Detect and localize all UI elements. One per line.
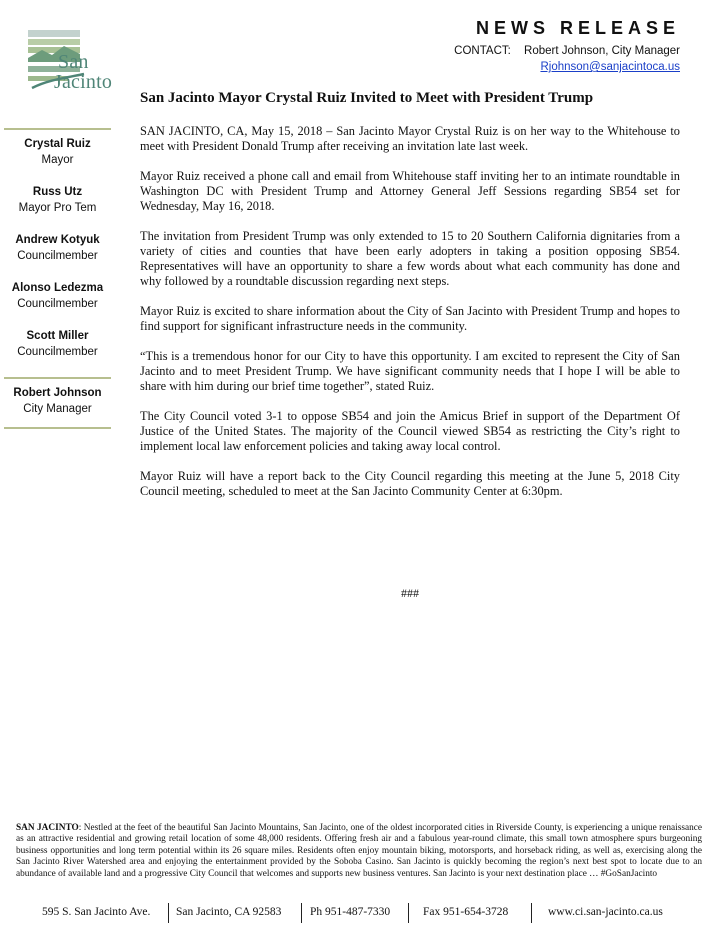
about-city-boilerplate — [16, 823, 702, 880]
footer-website[interactable]: www.ci.san-jacinto.ca.us — [548, 906, 663, 918]
official-name: Alonso Ledezma — [11, 282, 104, 294]
contact-name: Robert Johnson, City Manager — [524, 45, 680, 57]
contact-label: CONTACT: — [454, 45, 511, 57]
official-city-manager — [4, 385, 111, 417]
logo-line-2: Jacinto — [54, 71, 113, 93]
official-councilmember — [4, 328, 111, 360]
official-title: Councilmember — [17, 250, 98, 262]
official-councilmember — [4, 280, 111, 312]
body-paragraph: The City Council voted 3-1 to oppose SB54 and join the Amicus Brief in support of the Department Of Justice of the United States. The majority of the Council viewed SB54 as restricting the City’s right to implement local law enforcement policies and taking away local control. — [140, 409, 680, 453]
footer-city: San Jacinto, CA 92583 — [176, 906, 282, 918]
body-paragraph: Mayor Ruiz will have a report back to the City Council regarding this meeting at the June 5, 2018 City Council meeting, scheduled to meet at the San Jacinto Community Center at 6:30pm. — [140, 469, 680, 498]
contact-line — [454, 45, 680, 57]
sidebar-divider-middle — [4, 377, 111, 379]
footer-address: 595 S. San Jacinto Ave. — [42, 906, 151, 918]
logo-line-1: San — [58, 51, 89, 73]
release-label: NEWS RELEASE — [475, 18, 680, 38]
body-paragraph: “This is a tremendous honor for our City to have this opportunity. I am excited to represent the City of San Jacinto and to meet President Trump. We have significant community needs that I hope I will be able to share with him during our brief time together”, stated Ruiz. — [140, 349, 680, 393]
footer-separator — [168, 903, 169, 923]
official-title: Councilmember — [17, 298, 98, 310]
official-title: City Manager — [23, 403, 92, 415]
footer-fax: Fax 951-654-3728 — [423, 906, 509, 918]
body-paragraph: The invitation from President Trump was only extended to 15 to 20 Southern California dignitaries from a variety of cities and counties that have been early adopters in taking a position opposing SB54. Representatives will have an opportunity to share a few words about what each community has done and why followed by a roundtable discussion regarding next steps. — [140, 229, 680, 288]
official-name: Scott Miller — [26, 330, 89, 342]
sidebar-divider-top — [4, 128, 111, 130]
footer-separator — [301, 903, 302, 923]
official-title: Mayor — [41, 154, 74, 166]
headline: San Jacinto Mayor Crystal Ruiz Invited to Meet with President Trump — [140, 90, 594, 106]
official-name: Robert Johnson — [13, 387, 102, 399]
official-councilmember — [4, 232, 111, 264]
body-paragraph: Mayor Ruiz is excited to share information about the City of San Jacinto with President Trump and hopes to find support for significant infrastructure needs in the community. — [140, 304, 680, 333]
official-mayor — [4, 136, 111, 168]
boilerplate-text: : Nestled at the feet of the beautiful San Jacinto Mountains, San Jacinto, one of the oldest incorporated cities in Riverside County, is experiencing a unique renaissance as an attractive residential and growing retail location of some 48,000 residents. Offering fresh air and a fabulous year-round climate, this small town atmosphere spurs burgeoning business opportunities and long term potential within its 26 square miles. Residents often enjoy mountain biking, motorsports, and horseback riding, as well as, exercising along the San Jacinto River Watershed area and enjoying the entertainment provided by the Soboba Casino. San Jacinto is quickly becoming the region’s next best spot to locate due to an abundance of available land and a progressive City Council that welcomes and supports new business ventures. San Jacinto is your next destination place … #GoSanJacinto — [16, 823, 702, 879]
boilerplate-lead: SAN JACINTO — [16, 823, 79, 833]
sidebar-divider-bottom — [4, 427, 111, 429]
official-name: Russ Utz — [32, 186, 83, 198]
official-title: Mayor Pro Tem — [18, 202, 97, 214]
official-mayor-pro-tem — [4, 184, 111, 216]
release-header — [454, 18, 680, 75]
footer-phone: Ph 951-487-7330 — [310, 906, 391, 918]
footer-separator — [408, 903, 409, 923]
official-title: Councilmember — [17, 346, 98, 358]
end-mark: ### — [401, 586, 419, 600]
body-paragraph: SAN JACINTO, CA, May 15, 2018 – San Jacinto Mayor Crystal Ruiz is on her way to the Whitehouse to meet with President Donald Trump after receiving an invitation late last week. — [140, 124, 680, 153]
release-body — [140, 124, 680, 514]
official-name: Crystal Ruiz — [24, 138, 91, 150]
body-paragraph: Mayor Ruiz received a phone call and email from Whitehouse staff inviting her to an intimate roundtable in Washington DC with President Trump and Attorney General Jeff Sessions regarding SB54 set for Wednesday, May 16, 2018. — [140, 169, 680, 213]
contact-email-link[interactable]: Rjohnson@sanjacintoca.us — [540, 61, 680, 73]
officials-sidebar — [4, 128, 111, 429]
official-name: Andrew Kotyuk — [15, 234, 100, 246]
footer-separator — [531, 903, 532, 923]
city-logo-wordmark — [54, 52, 112, 92]
